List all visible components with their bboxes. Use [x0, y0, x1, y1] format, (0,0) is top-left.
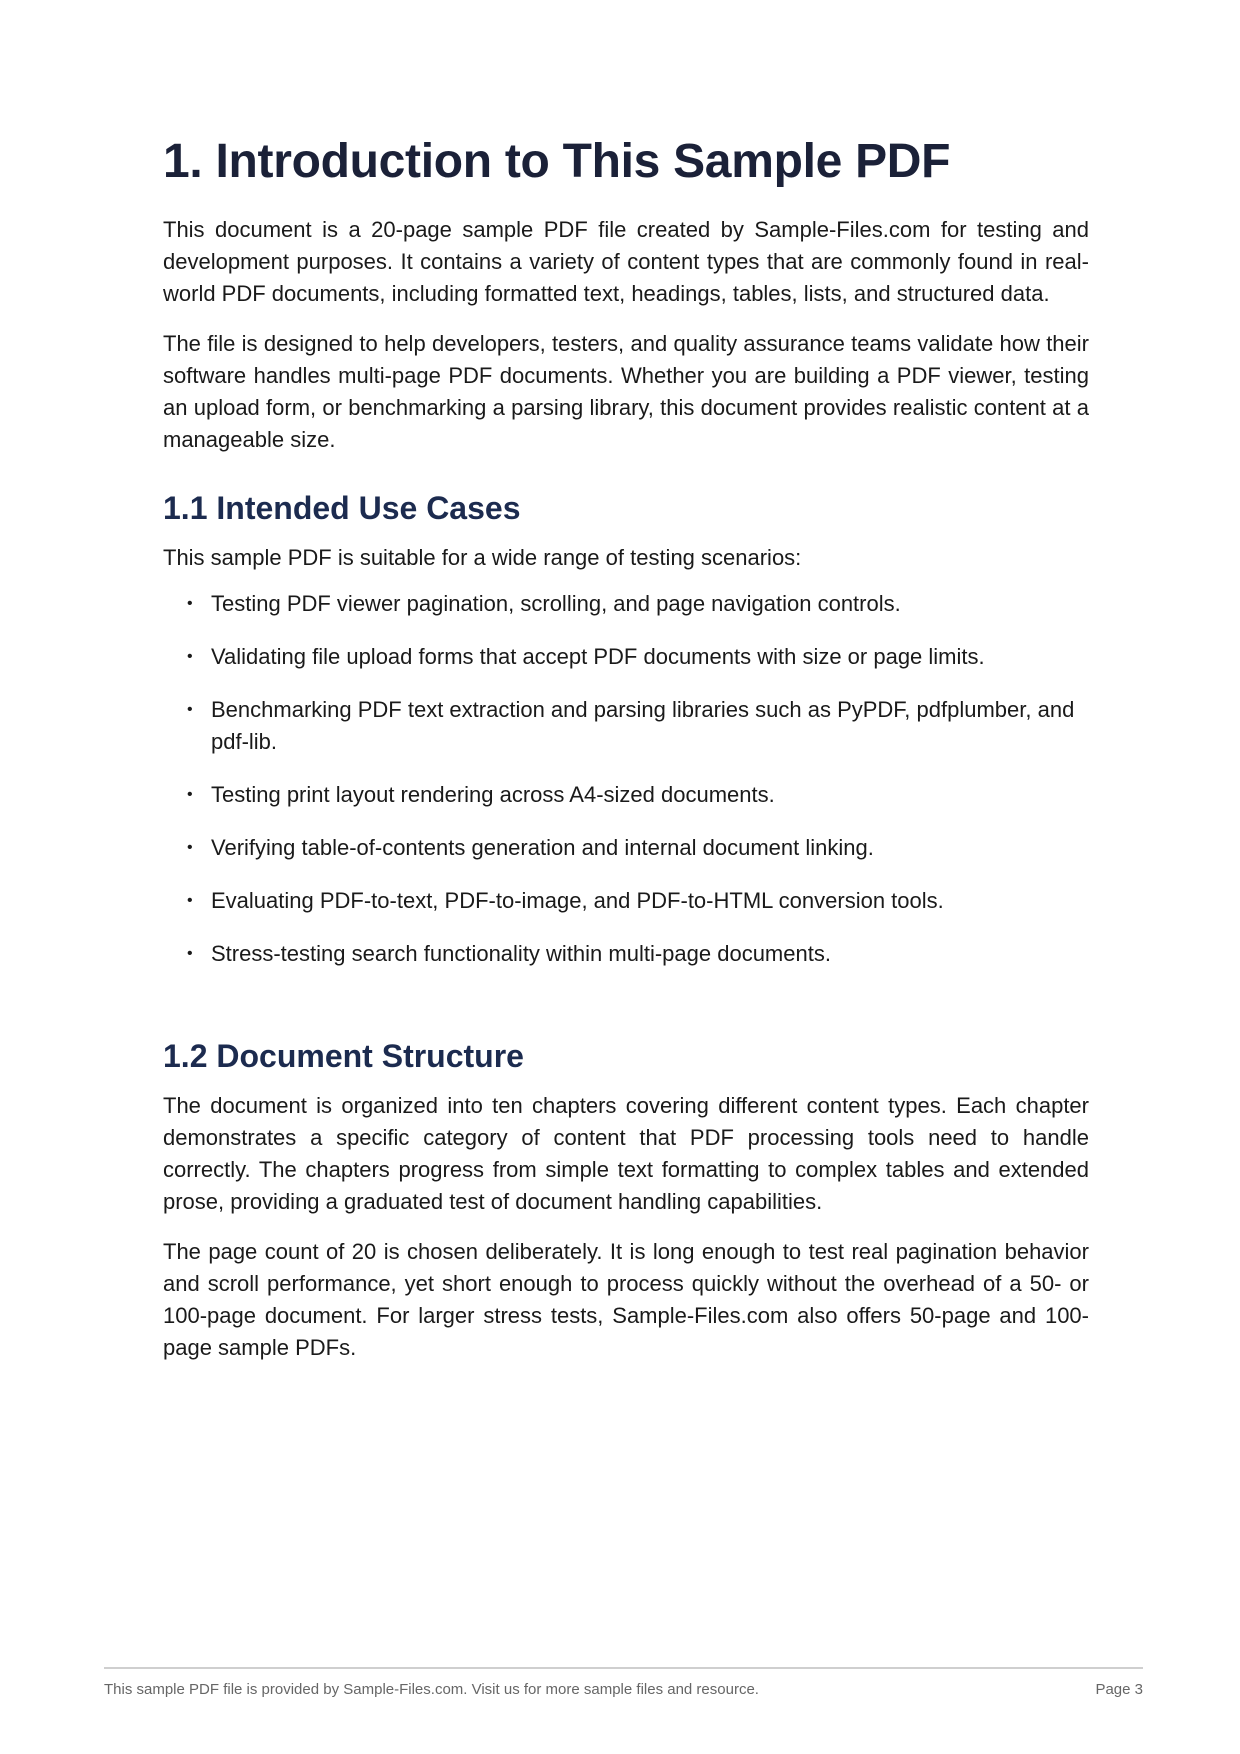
section-heading-document-structure: 1.2 Document Structure — [163, 1038, 524, 1074]
intro-paragraph-2: The file is designed to help developers, testers, and quality assurance teams validate how their software handles multi-page PDF documents. Whether you are building a PDF viewer, testing an upload form, or benchmarking a parsing library, this document provides realistic content at a manageable size. — [163, 331, 1089, 452]
chapter-heading: 1. Introduction to This Sample PDF — [163, 135, 951, 188]
use-cases-list — [163, 588, 1089, 970]
bullet-icon: • — [187, 892, 193, 909]
list-item-text: Benchmarking PDF text extraction and parsing libraries such as PyPDF, pdfplumber, and pdf-lib. — [211, 697, 1075, 754]
section-heading-use-cases: 1.1 Intended Use Cases — [163, 490, 521, 526]
use-cases-lead: This sample PDF is suitable for a wide range of testing scenarios: — [163, 545, 802, 570]
list-item — [163, 938, 1089, 970]
structure-paragraph-1: The document is organized into ten chapters covering different content types. Each chapter demonstrates a specific category of content that PDF processing tools need to handle correctly. The chapters progress from simple text formatting to complex tables and extended prose, providing a graduated test of document handling capabilities. — [163, 1093, 1089, 1214]
list-item — [163, 641, 1089, 673]
structure-paragraph-2: The page count of 20 is chosen deliberately. It is long enough to test real pagination behavior and scroll performance, yet short enough to process quickly without the overhead of a 50- or 100-page document. For larger stress tests, Sample-Files.com also offers 50-page and 100-page sample PDFs. — [163, 1239, 1089, 1360]
list-item — [163, 885, 1089, 917]
list-item — [163, 588, 1089, 620]
list-item — [163, 694, 1089, 758]
footer-divider — [104, 1667, 1143, 1669]
list-item-text: Validating file upload forms that accept PDF documents with size or page limits. — [211, 644, 985, 669]
bullet-icon: • — [187, 945, 193, 962]
page-content — [163, 126, 1089, 1382]
page-number: Page 3 — [1095, 1681, 1143, 1698]
list-item — [163, 779, 1089, 811]
list-item-text: Verifying table-of-contents generation and internal document linking. — [211, 835, 874, 860]
bullet-icon: • — [187, 701, 193, 718]
list-item-text: Testing print layout rendering across A4-sized documents. — [211, 782, 775, 807]
footer-text: This sample PDF file is provided by Sample-Files.com. Visit us for more sample files and resource. — [104, 1681, 759, 1698]
bullet-icon: • — [187, 648, 193, 665]
list-item-text: Evaluating PDF-to-text, PDF-to-image, and PDF-to-HTML conversion tools. — [211, 888, 944, 913]
bullet-icon: • — [187, 786, 193, 803]
list-item — [163, 832, 1089, 864]
bullet-icon: • — [187, 839, 193, 856]
list-item-text: Stress-testing search functionality within multi-page documents. — [211, 941, 831, 966]
intro-paragraph-1: This document is a 20-page sample PDF file created by Sample-Files.com for testing and development purposes. It contains a variety of content types that are commonly found in real-world PDF documents, including formatted text, headings, tables, lists, and structured data. — [163, 217, 1089, 306]
bullet-icon: • — [187, 595, 193, 612]
list-item-text: Testing PDF viewer pagination, scrolling, and page navigation controls. — [211, 591, 901, 616]
